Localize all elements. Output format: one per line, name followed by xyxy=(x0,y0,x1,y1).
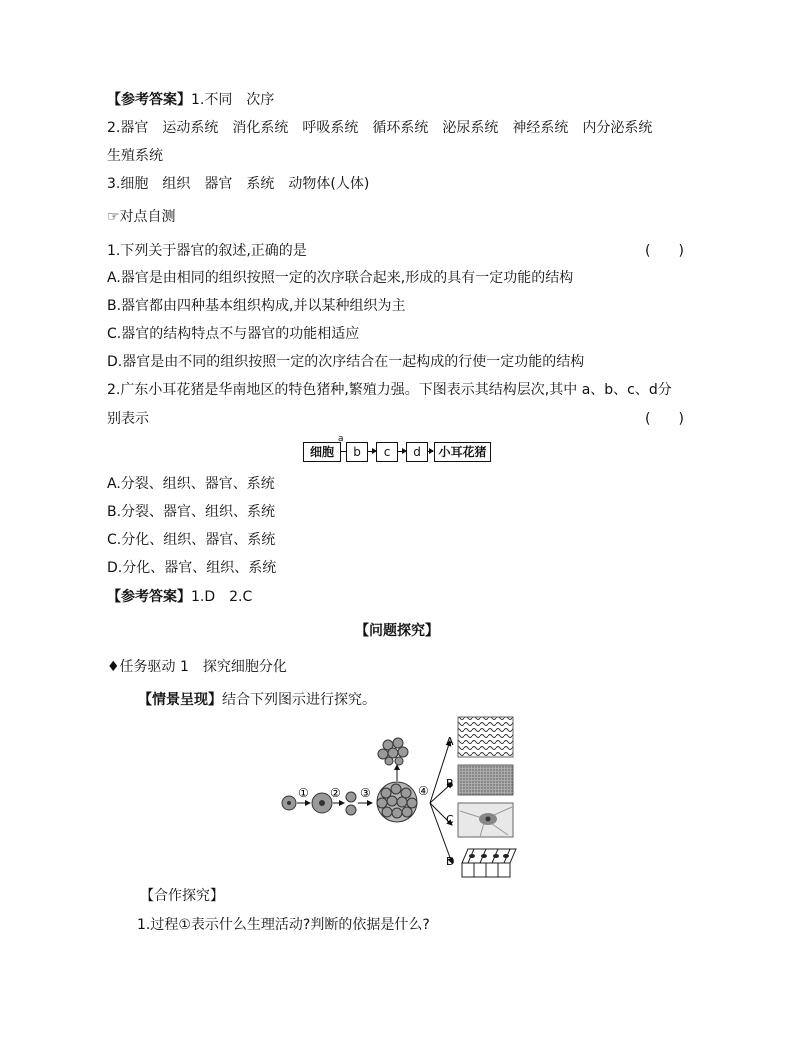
label-step-4: ④ xyxy=(418,784,429,798)
tissue-b-image xyxy=(458,765,513,795)
flow-arrow-b-c xyxy=(367,451,376,452)
q2-stem-line-1: 2.广东小耳花猪是华南地区的特色猪种,繁殖力强。下图表示其结构层次,其中 a、b、c、d分 xyxy=(107,382,672,398)
self-test-heading: ☞对点自测 xyxy=(107,209,176,225)
q2-option-d: D.分化、器官、组织、系统 xyxy=(107,560,277,576)
answer-line-1 xyxy=(107,90,274,110)
single-cell xyxy=(282,796,296,810)
q1-option-a: A.器官是由相同的组织按照一定的次序联合起来,形成的具有一定功能的结构 xyxy=(107,270,574,286)
flow-label-a: a xyxy=(338,434,344,444)
arrow-branch-d xyxy=(430,803,452,863)
label-branch-b: B xyxy=(446,777,454,790)
answer-label: 【参考答案】 xyxy=(107,92,191,108)
tissue-a-image xyxy=(458,717,513,757)
label-branch-d: D xyxy=(446,855,455,868)
answer-text-2: 1.D 2.C xyxy=(191,589,253,605)
cell-differentiation-figure xyxy=(280,715,520,884)
grown-cell xyxy=(312,793,332,813)
scenario-text: 结合下列图示进行探究。 xyxy=(222,692,376,708)
section-title: 【问题探究】 xyxy=(355,623,439,639)
q2-option-b: B.分裂、器官、组织、系统 xyxy=(107,504,276,520)
q1-option-d: D.器官是由不同的组织按照一定的次序结合在一起构成的行使一定功能的结构 xyxy=(107,354,585,370)
flow-box-pig: 小耳花猪 xyxy=(434,442,491,462)
cell-cluster xyxy=(377,782,417,822)
answer-line-3: 生殖系统 xyxy=(107,148,163,164)
answer-text: 1.不同 次序 xyxy=(191,92,275,108)
q1-option-b: B.器官都由四种基本组织构成,并以某种组织为主 xyxy=(107,298,406,314)
small-cluster xyxy=(378,738,408,765)
answer-line-2: 2.器官 运动系统 消化系统 呼吸系统 循环系统 泌尿系统 神经系统 内分泌系统 xyxy=(107,120,653,136)
tissue-d-image xyxy=(462,849,516,877)
two-cells xyxy=(346,792,356,815)
inquiry-question-1: 1.过程①表示什么生理活动?判断的依据是什么? xyxy=(137,917,430,933)
flow-box-b: b xyxy=(346,442,368,462)
label-step-1: ① xyxy=(298,786,309,800)
answer-label-2: 【参考答案】 xyxy=(107,589,191,605)
label-step-3: ③ xyxy=(360,786,371,800)
q1-stem: 1.下列关于器官的叙述,正确的是 xyxy=(107,243,307,259)
cooperation-heading: 【合作探究】 xyxy=(140,888,224,904)
answer-line-5 xyxy=(107,587,252,607)
q2-option-a: A.分裂、组织、器官、系统 xyxy=(107,476,275,492)
answer-line-4: 3.细胞 组织 器官 系统 动物体(人体) xyxy=(107,176,370,192)
flow-arrow-d-end xyxy=(427,451,433,452)
flow-box-c: c xyxy=(376,442,398,462)
scenario-label: 【情景呈现】 xyxy=(138,692,222,708)
flow-box-cell: 细胞 xyxy=(303,442,341,462)
task-heading: ♦任务驱动 1 探究细胞分化 xyxy=(107,659,287,675)
cell-diagram xyxy=(280,715,520,880)
label-branch-c: C xyxy=(446,813,454,826)
q1-answer-paren: ( ) xyxy=(645,243,684,259)
flow-arrow-c-d xyxy=(397,451,406,452)
q2-stem-line-2: 别表示 xyxy=(107,411,149,427)
scenario-line xyxy=(138,690,376,710)
flow-box-d: d xyxy=(406,442,428,462)
q2-answer-paren: ( ) xyxy=(645,411,684,427)
label-branch-a: A xyxy=(446,735,454,748)
q1-option-c: C.器官的结构特点不与器官的功能相适应 xyxy=(107,326,360,342)
q2-option-c: C.分化、组织、器官、系统 xyxy=(107,532,276,548)
tissue-c-image xyxy=(458,803,513,837)
label-step-2: ② xyxy=(330,786,341,800)
